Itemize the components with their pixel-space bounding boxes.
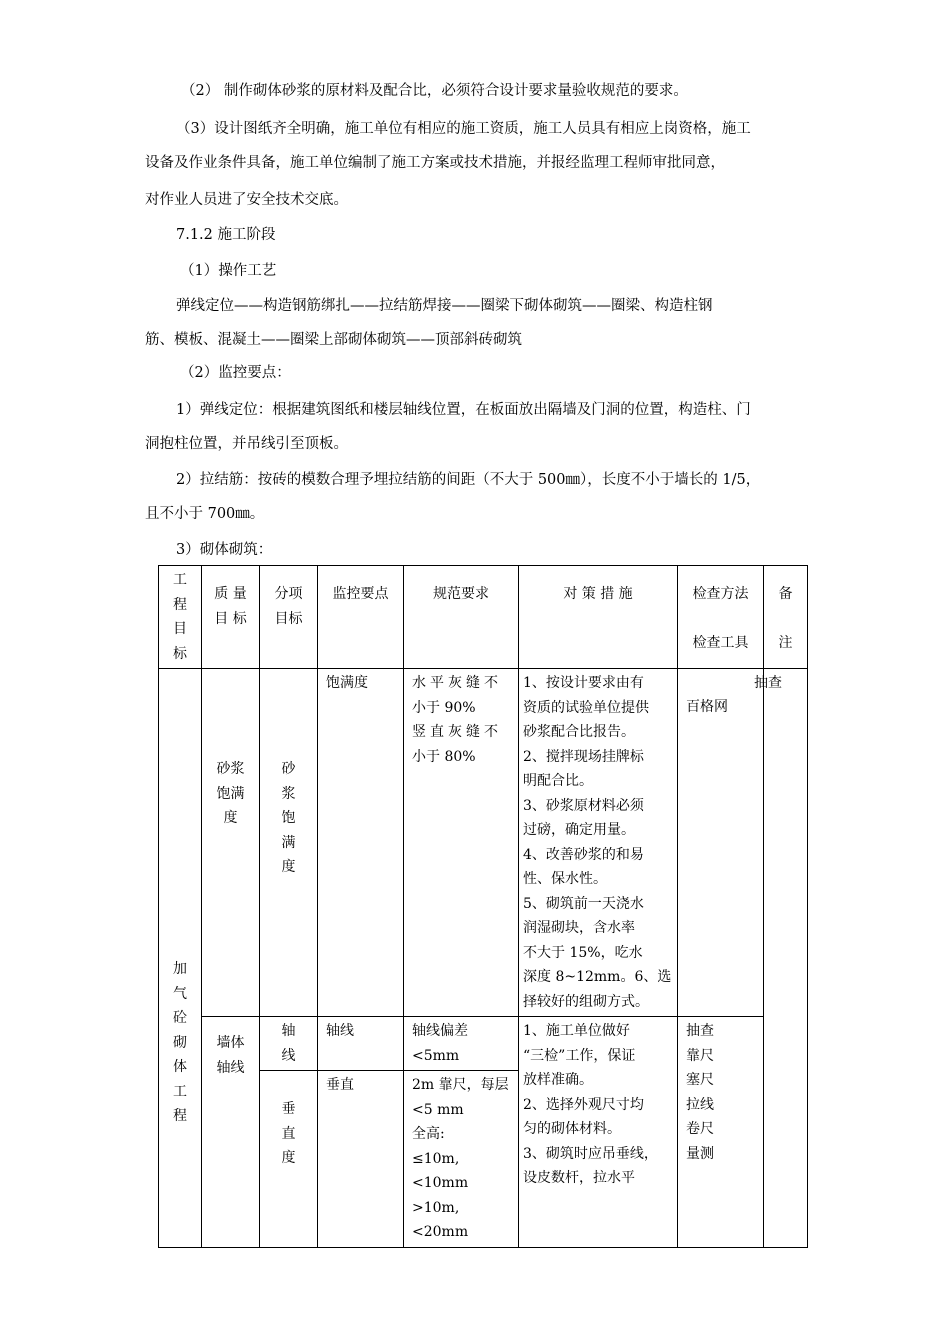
- quality-wall-axis: 墙体 轴线: [202, 1017, 260, 1248]
- para-conditions-1: （3）设计图纸齐全明确，施工单位有相应的施工资质，施工人员具有相应上岗资格，施工: [176, 121, 751, 137]
- sub-mortar-fullness: 砂 浆 饱 满 度: [260, 669, 318, 1017]
- check-axis: 抽查 靠尺 塞尺 拉线 卷尺 量测: [678, 1017, 764, 1248]
- masonry-table: [158, 565, 808, 1248]
- header-sub-goal: 分项 目标: [260, 566, 318, 669]
- para-conditions-3: 对作业人员进了安全技术交底。: [145, 192, 348, 208]
- monitor-item-2b: 且不小于 700㎜。: [145, 506, 265, 522]
- sub-heading-process: （1）操作工艺: [180, 263, 277, 279]
- measures-axis: 1、施工单位做好 “三检”工作，保证 放样准确。 2、选择外观尺寸均 匀的砌体材料。 3、砌筑时应吊垂线， 设皮数杆，拉水平: [519, 1017, 678, 1248]
- remark-cell: [764, 669, 808, 1248]
- project-name-cell: 加 气 砼 砌 体 工 程: [159, 669, 202, 1248]
- section-heading: 7.1.2 施工阶段: [176, 227, 276, 243]
- table-row: [159, 1017, 808, 1071]
- spec-fullness: 水平灰缝不 小于 90% 竖直灰缝不 小于 80%: [404, 669, 519, 1017]
- check-fullness: 抽查 百格网: [678, 669, 764, 1017]
- monitor-item-3: 3）砌体砌筑：: [176, 542, 273, 558]
- sub-heading-monitor: （2）监控要点：: [180, 365, 291, 381]
- point-verticality: 垂直: [318, 1071, 404, 1248]
- header-monitor-point: 监控要点: [318, 566, 404, 669]
- header-measures: 对 策 措 施: [519, 566, 678, 669]
- point-axis: 轴线: [318, 1017, 404, 1071]
- measures-fullness: 1、按设计要求由有 资质的试验单位提供 砂浆配合比报告。 2、搅拌现场挂牌标 明配合比。 3、砂浆原材料必须 过磅，确定用量。 4、改善砂浆的和易 性、保水性。 5、砌筑前一天浇水 润湿砌块，含水率 不大于 15%，吃水 深度 8~12mm。6、选 择较好的组砌方式。: [519, 669, 678, 1017]
- header-project-goal: 工 程 目 标: [159, 566, 202, 669]
- monitor-item-2a: 2）拉结筋：按砖的模数合理予埋拉结筋的间距（不大于 500㎜），长度不小于墙长的 1/5，: [176, 472, 761, 488]
- spec-axis: 轴线偏差 <5mm: [404, 1017, 519, 1071]
- para-materials: （2） 制作砌体砂浆的原材料及配合比，必须符合设计要求量验收规范的要求。: [181, 83, 688, 99]
- quality-mortar-fullness: 砂浆 饱满 度: [202, 669, 260, 1017]
- header-spec: 规范要求: [404, 566, 519, 669]
- process-flow-1: 弹线定位——构造钢筋绑扎——拉结筋焊接——圈梁下砌体砌筑——圈梁、构造柱钢: [176, 298, 713, 314]
- header-row: [159, 566, 808, 669]
- header-check: 检查方法 检查工具: [678, 566, 764, 669]
- monitor-item-1b: 洞抱柱位置，并吊线引至顶板。: [145, 436, 348, 452]
- sub-axis: 轴 线: [260, 1017, 318, 1071]
- table-row: [159, 669, 808, 1017]
- sub-verticality: 垂 直 度: [260, 1071, 318, 1248]
- spec-verticality: 2m 靠尺，每层 <5 mm 全高: ≤10m, <10mm >10m, <20mm: [404, 1071, 519, 1248]
- para-conditions-2: 设备及作业条件具备，施工单位编制了施工方案或技术措施，并报经监理工程师审批同意，: [145, 155, 725, 171]
- header-remark: 备 注: [764, 566, 808, 669]
- point-fullness: 饱满度: [318, 669, 404, 1017]
- header-quality-goal: 质 量 目 标: [202, 566, 260, 669]
- process-flow-2: 筋、模板、混凝土——圈梁上部砌体砌筑——顶部斜砖砌筑: [145, 332, 522, 348]
- monitor-item-1a: 1）弹线定位：根据建筑图纸和楼层轴线位置，在板面放出隔墙及门洞的位置，构造柱、门: [176, 402, 751, 418]
